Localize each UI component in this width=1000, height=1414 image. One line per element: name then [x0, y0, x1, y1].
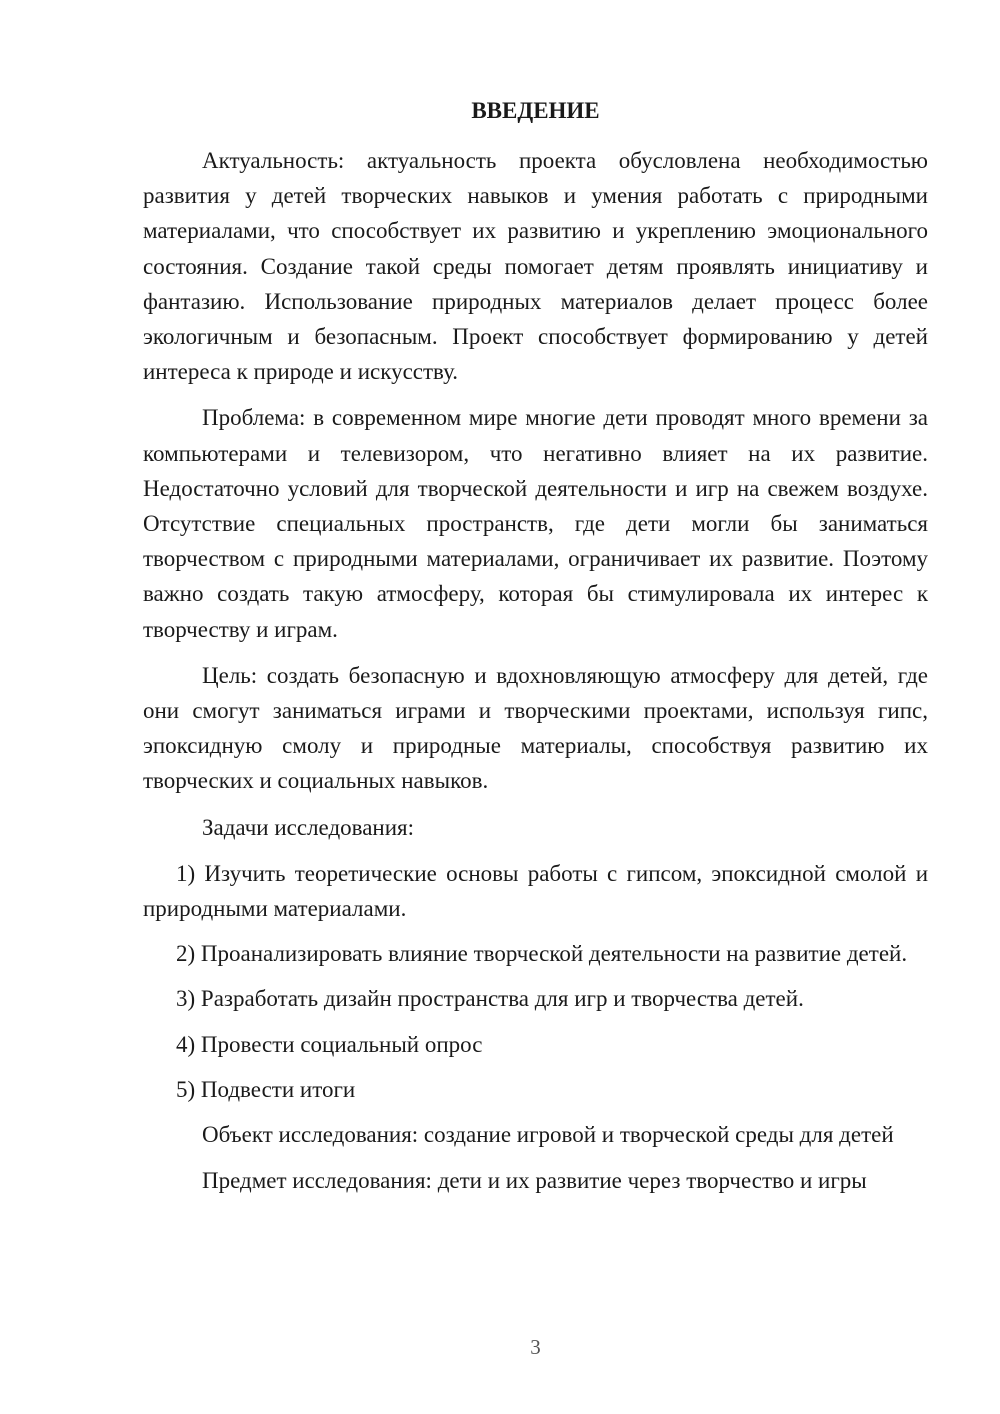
- paragraph-object: Объект исследования: создание игровой и творческой среды для детей: [202, 1122, 894, 1148]
- task-item-4: 4) Провести социальный опрос: [176, 1031, 483, 1057]
- paragraph-tasks-heading: Задачи исследования:: [202, 814, 415, 840]
- page-number: 3: [530, 1335, 541, 1359]
- task-item-2: 2) Проанализировать влияние творческой деятельности на развитие детей.: [176, 941, 908, 967]
- task-item-1: 1) Изучить теоретические основы работы с гипсом, эпоксидной смолой и природными материалами.: [143, 860, 928, 922]
- page-title: ВВЕДЕНИЕ: [471, 98, 600, 123]
- document-body: [143, 143, 928, 1209]
- task-item-3: 3) Разработать дизайн пространства для игр и творчества детей.: [176, 986, 804, 1012]
- paragraph-goal: Цель: создать безопасную и вдохновляющую атмосферу для детей, где они смогут заниматься играми и творческими проектами, используя гипс, эпоксидную смолу и природные материалы, способствуя развитию их творческих и социальных навыков.: [143, 662, 928, 794]
- document-page: [143, 0, 928, 1414]
- paragraph-relevance: Актуальность: актуальность проекта обусловлена необходимостью развития у детей творческих навыков и умения работать с природными материалами, что способствует их развитию и укреплению эмоционального состояния. Создание такой среды помогает детям проявлять инициативу и фантазию. Использование природных материалов делает процесс более экологичным и безопасным. Проект способствует формированию у детей интереса к природе и искусству.: [143, 148, 928, 385]
- paragraph-subject: Предмет исследования: дети и их развитие через творчество и игры: [202, 1168, 867, 1194]
- paragraph-problem: Проблема: в современном мире многие дети проводят много времени за компьютерами и телевизором, что негативно влияет на их развитие. Недостаточно условий для творческой деятельности и игр на свежем воздухе. Отсутствие специальных пространств, где дети могли бы заниматься творчеством с природными материалами, ограничивает их развитие. Поэтому важно создать такую атмосферу, которая бы стимулировала их интерес к творчеству и играм.: [143, 405, 928, 642]
- task-item-5: 5) Подвести итоги: [176, 1076, 356, 1102]
